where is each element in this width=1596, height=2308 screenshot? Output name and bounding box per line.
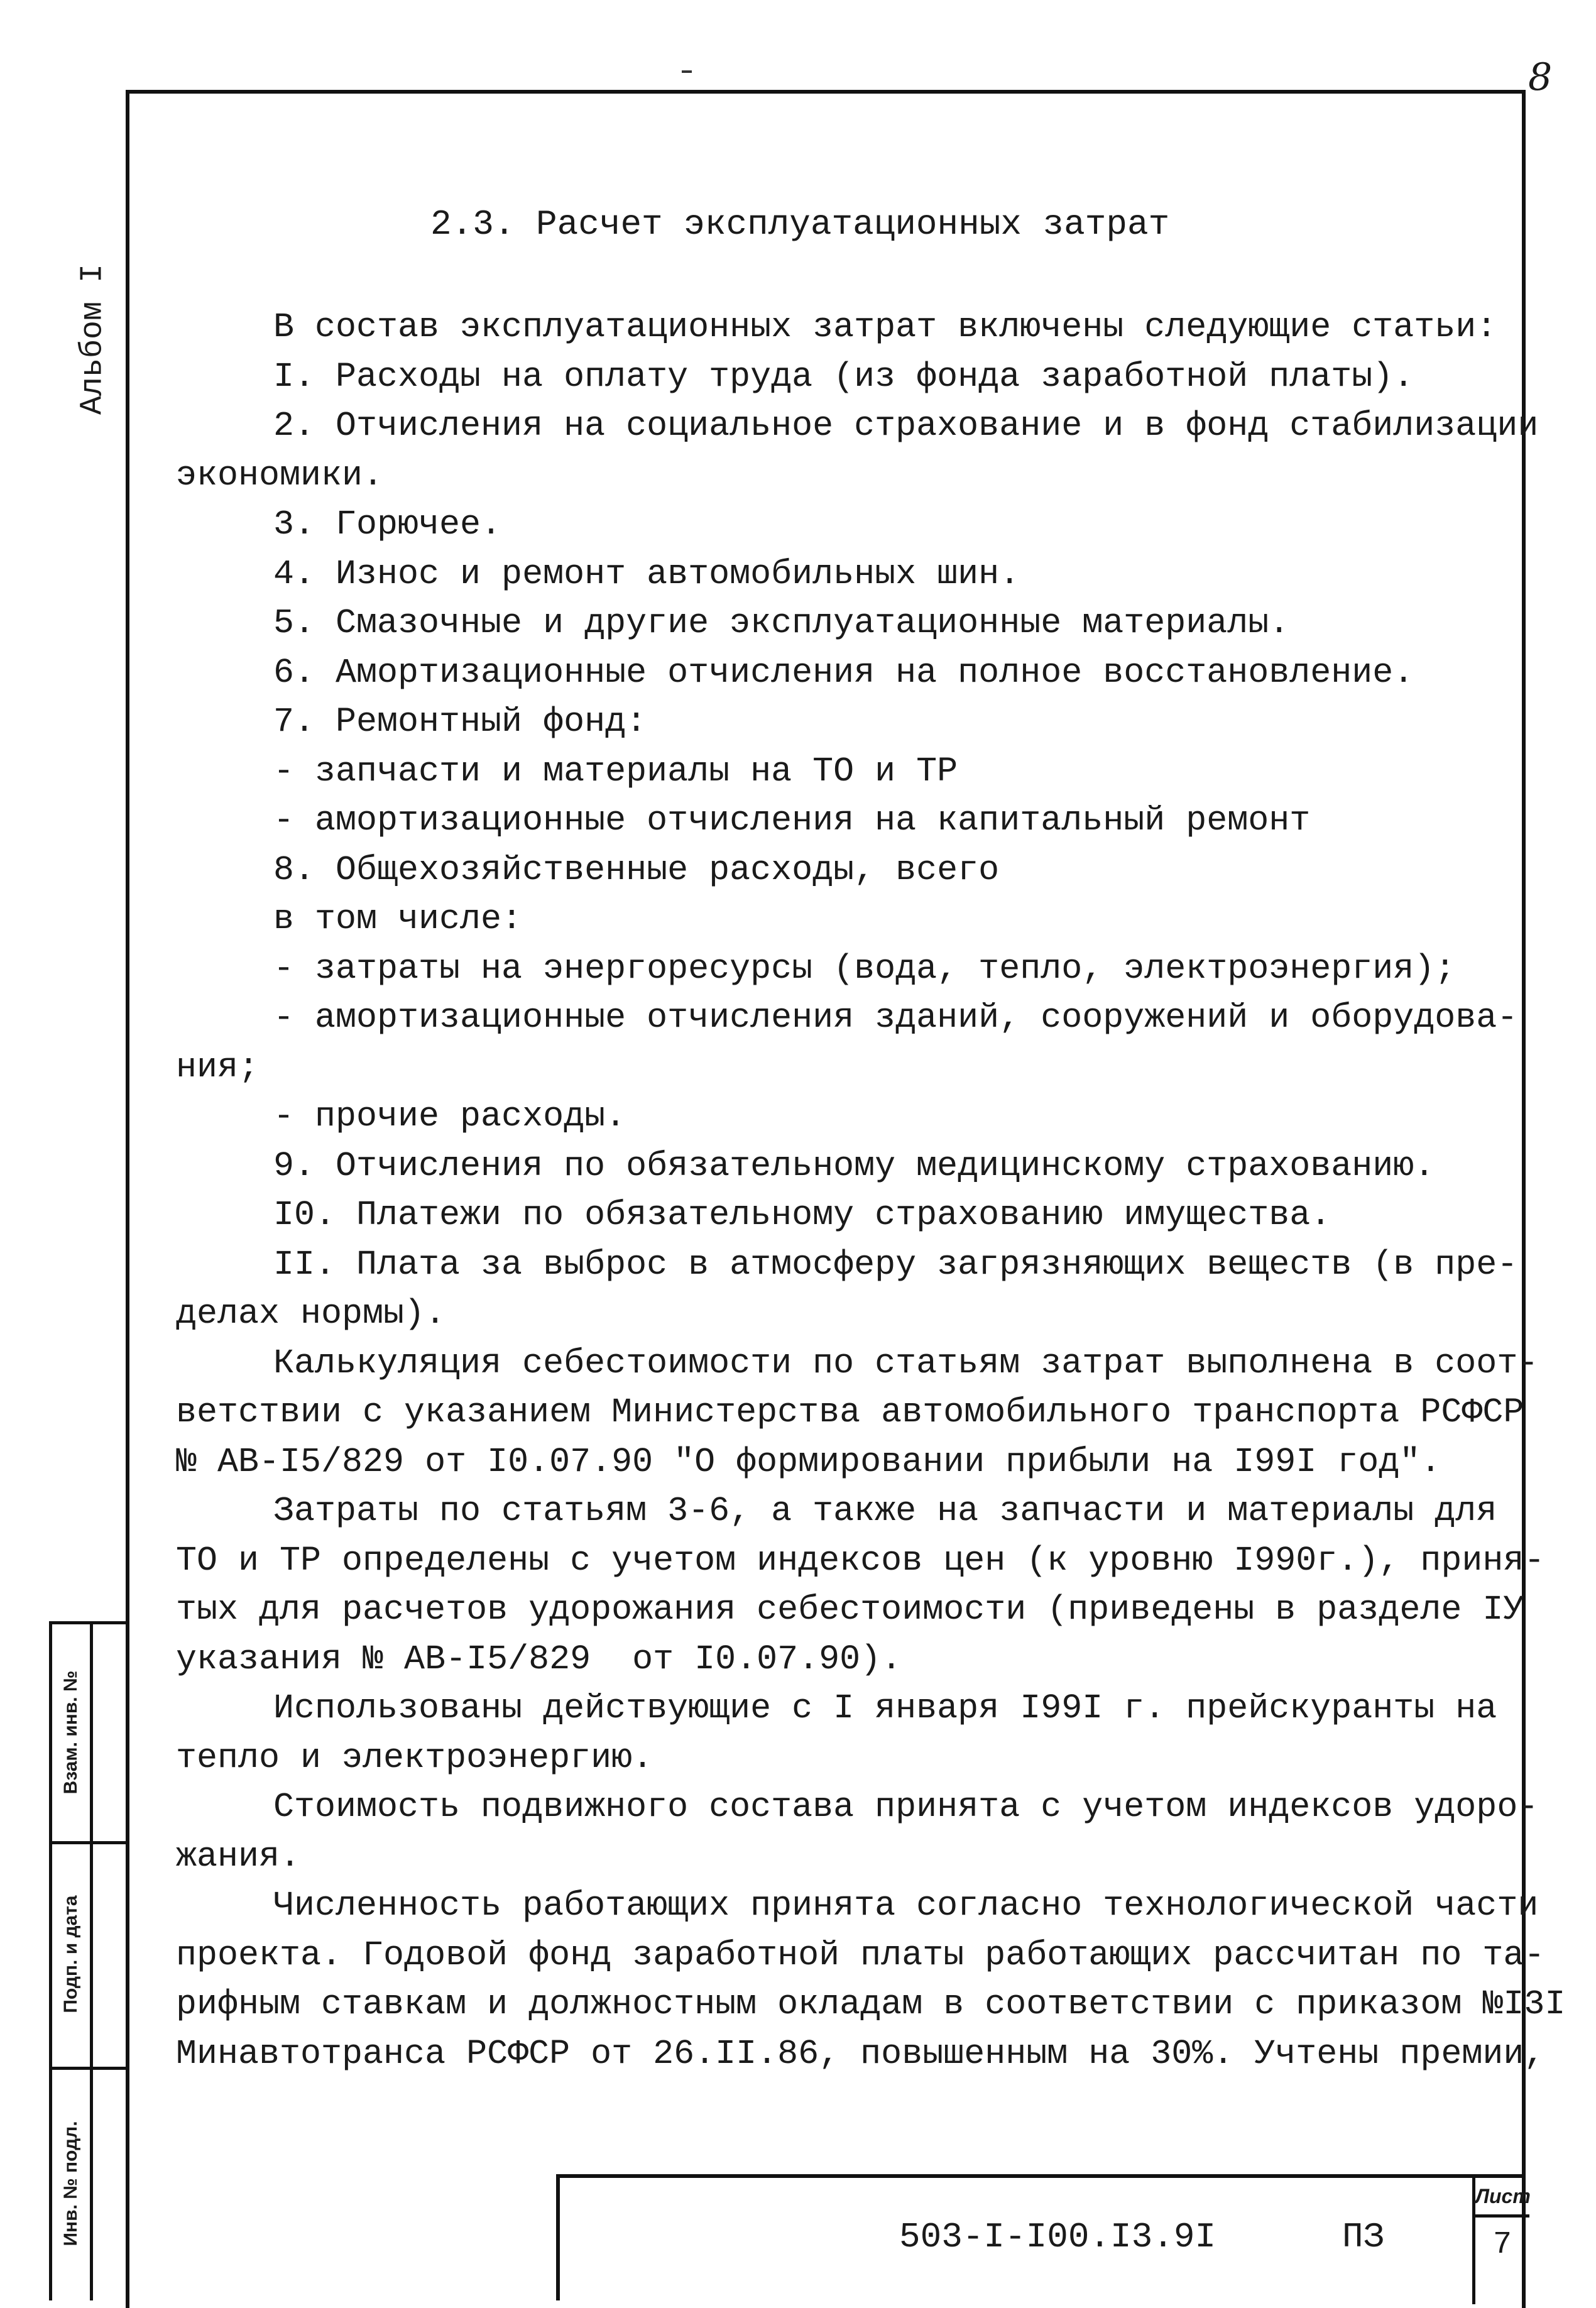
body-line: - амортизационные отчисления на капитальный ремонт [273,801,1311,840]
body-line: Минавтотранса РСФСР от 26.II.86, повышенным на 30%. Учтены премии, [176,2033,1545,2074]
body-line: - амортизационные отчисления зданий, сооружений и оборудова- [273,998,1518,1037]
body-line: 7. Ремонтный фонд: [273,702,647,741]
body-line: рифным ставкам и должностным окладам в соответствии с приказом №I3I [176,1984,1566,2024]
body-line: ния; [176,1047,260,1087]
body-line: ТО и ТР определены с учетом индексов цен (к уровню I990г.), приня- [176,1540,1545,1580]
body-line: 5. Смазочные и другие эксплуатационные материалы. [273,603,1290,643]
body-line: Стоимость подвижного состава принята с учетом индексов удоро- [273,1787,1539,1827]
body-line: № АВ-I5/829 от I0.07.90 "О формировании прибыли на I99I год". [176,1441,1441,1482]
body-line: тепло и электроэнергию. [176,1737,653,1778]
body-line: делах нормы). [176,1294,446,1333]
body-line: Затраты по статьям 3-6, а также на запчасти и материалы для [273,1491,1497,1531]
side-stamp-table [49,1621,126,2300]
body-line: указания № АВ-I5/829 от I0.07.90). [176,1639,902,1679]
body-line: 6. Амортизационные отчисления на полное восстановление. [273,652,1414,692]
body-line: - запчасти и материалы на ТО и ТР [273,751,958,791]
body-line: - прочие расходы. [273,1097,626,1136]
section-title: 2.3. Расчет эксплуатационных затрат [430,204,1170,244]
document-type: ПЗ [1342,2217,1385,2257]
podp-data-cell: Подп. и дата [60,1895,81,2013]
body-line: Численность работающих принята согласно технологической части [273,1886,1539,1925]
document-code: 503-I-I00.I3.9I [899,2217,1216,2257]
sheet-number: 7 [1492,2227,1512,2263]
body-line: 8. Общехозяйственные расходы, всего [273,850,1000,890]
body-line: экономики. [176,455,384,495]
body-line: 9. Отчисления по обязательному медицинскому страхованию. [273,1146,1435,1186]
body-line: жания. [176,1836,301,1876]
body-line: ветствии с указанием Министерства автомобильного транспорта РСФСР [176,1392,1524,1432]
body-line: I. Расходы на оплату труда (из фонда заработной платы). [273,356,1414,397]
body-text [176,303,1566,2079]
sheet-label: Лист [1475,2178,1529,2218]
body-line: II. Плата за выброс в атмосферу загрязняющих веществ (в пре- [273,1244,1518,1284]
vzam-inv-cell: Взам. инв. № [60,1670,81,1795]
body-line: Калькуляция себестоимости по статьям затрат выполнена в соот- [273,1343,1539,1383]
top-dash-mark [682,70,692,73]
body-line: в том числе: [273,899,523,939]
album-label: Альбом I [75,263,111,415]
body-line: 3. Горючее. [273,505,502,544]
body-line: I0. Платежи по обязательному страхованию имущества. [273,1195,1331,1235]
body-line: тых для расчетов удорожания себестоимости (приведены в разделе IУ [176,1590,1524,1629]
side-stamp-column-line [90,1624,93,2300]
body-line: 4. Износ и ремонт автомобильных шин. [273,554,1020,594]
handwritten-page-number: 8 [1528,55,1553,99]
inv-podl-cell: Инв. № подл. [60,2121,81,2246]
side-stamp-row-line [52,1841,129,1844]
body-line: В состав эксплуатационных затрат включены следующие статьи: [273,307,1497,347]
title-block [556,2174,1531,2300]
body-line: проекта. Годовой фонд заработной платы работающих рассчитан по та- [176,1935,1545,1975]
body-line: Использованы действующие с I января I99I г. прейскуранты на [273,1688,1497,1728]
body-line: 2. Отчисления на социальное страхование и в фонд стабилизации [273,406,1539,446]
body-line: - затраты на энергоресурсы (вода, тепло, электроэнергия); [273,948,1456,988]
side-stamp-row-line [52,2067,129,2070]
sheet-box [1472,2178,1529,2304]
